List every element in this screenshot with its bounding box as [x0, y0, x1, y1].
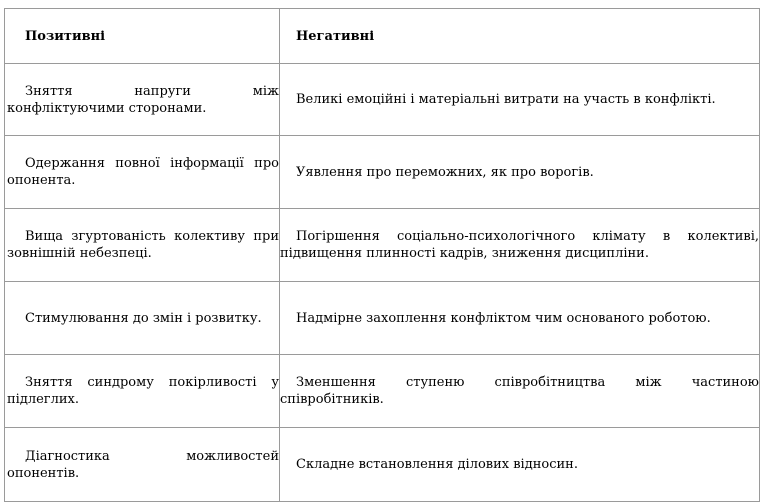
positive-text: Діагностика можливостей опонентів. — [7, 448, 279, 481]
conflict-consequences-table — [4, 8, 760, 502]
negative-cell — [280, 282, 760, 355]
header-negative: Негативні — [280, 9, 760, 64]
positive-text: Одержання повної інформації про опонента. — [7, 156, 279, 188]
table-row — [5, 209, 760, 282]
negative-text: Погіршення соціально-психологічного клімату в колективі, підвищення плинності кадрів, зниження дисципліни. — [280, 229, 759, 261]
positive-text: Зняття напруги між конфліктуючими сторонами. — [7, 83, 279, 116]
negative-text: Уявлення про переможних, як про ворогів. — [296, 164, 594, 180]
positive-text: Зняття синдрому покірливості у підлеглих. — [7, 375, 279, 407]
table-row — [5, 64, 760, 136]
positive-cell — [5, 209, 280, 282]
negative-cell — [280, 209, 760, 282]
header-positive: Позитивні — [5, 9, 280, 64]
negative-text: Великі емоційні і матеріальні витрати на участь в конфлікті. — [296, 92, 716, 107]
negative-text: Складне встановлення ділових відносин. — [296, 457, 578, 472]
positive-text: Стимулювання до змін і розвитку. — [25, 310, 262, 326]
negative-text: Зменшення ступеню співробітництва між частиною співробітників. — [280, 375, 759, 407]
negative-cell — [280, 355, 760, 428]
positive-cell — [5, 355, 280, 428]
positive-cell — [5, 64, 280, 136]
table-row — [5, 136, 760, 209]
negative-cell — [280, 136, 760, 209]
negative-cell — [280, 64, 760, 136]
positive-cell — [5, 136, 280, 209]
positive-cell — [5, 282, 280, 355]
table-row — [5, 355, 760, 428]
table-row — [5, 428, 760, 502]
negative-text: Надмірне захоплення конфліктом чим основаного роботою. — [296, 310, 711, 326]
positive-text: Вища згуртованість колективу при зовнішній небезпеці. — [7, 229, 279, 261]
positive-cell — [5, 428, 280, 502]
table-header-row — [5, 9, 760, 64]
negative-cell — [280, 428, 760, 502]
table-row — [5, 282, 760, 355]
